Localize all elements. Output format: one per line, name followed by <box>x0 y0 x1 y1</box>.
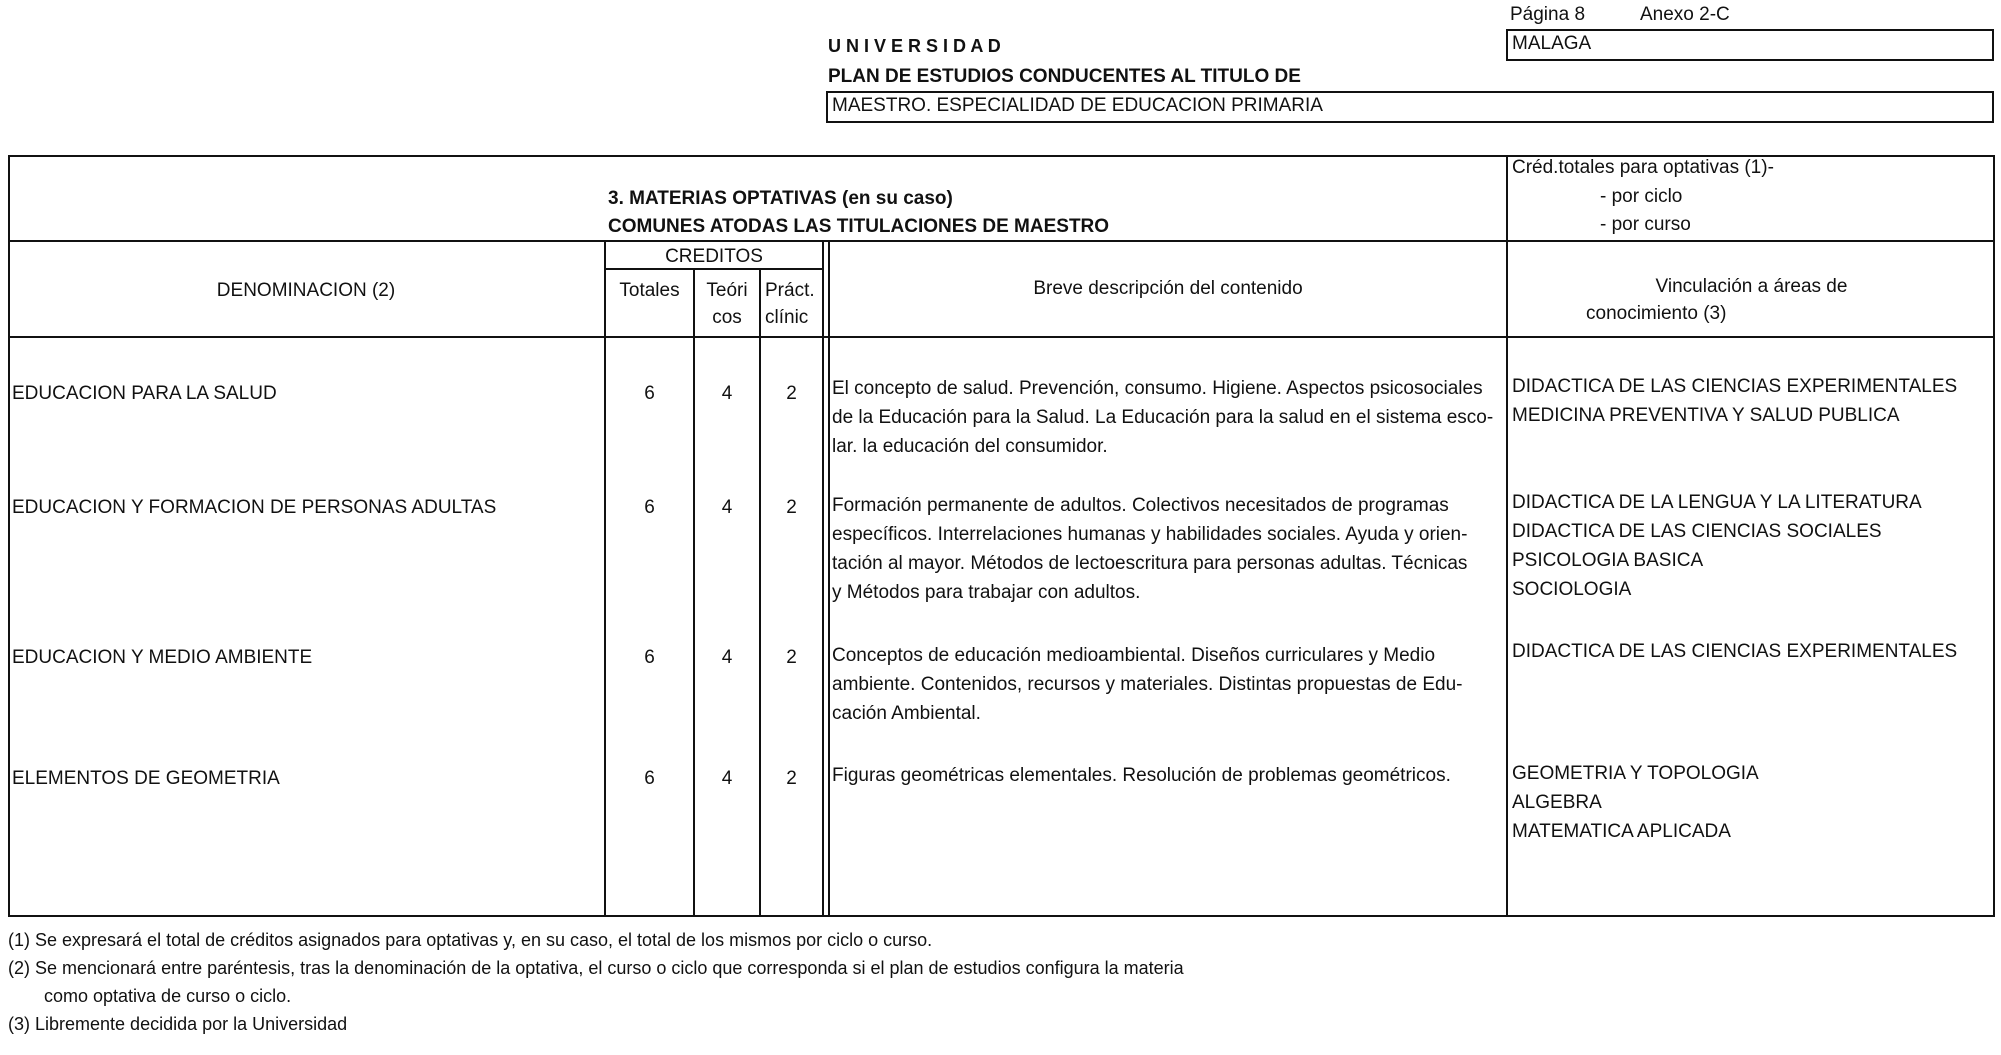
table-divider <box>828 240 830 917</box>
footnote-2: (2) Se mencionará entre paréntesis, tras la denominación de la optativa, el curso o ciclo que corresponda si el plan de estudios configura la materia <box>8 958 1184 978</box>
university-field <box>1506 29 1994 61</box>
credits-totales: 6 <box>644 383 655 404</box>
col-header-descripcion: Breve descripción del contenido <box>1033 278 1303 299</box>
credits-info-curso: - por curso <box>1600 214 1691 235</box>
page-number: Página 8 <box>1510 4 1586 25</box>
credits-totales: 6 <box>644 647 655 668</box>
credits-practicos: 2 <box>786 768 797 789</box>
footnote-1: (1) Se expresará el total de créditos asignados para optativas y, en su caso, el total de los mismos por ciclo o curso. <box>8 930 933 950</box>
credits-totales: 6 <box>644 768 655 789</box>
table-divider <box>8 336 1995 338</box>
annex-label: Anexo 2-C <box>1640 4 1730 25</box>
col-header-practicos-2: clínic <box>765 307 809 328</box>
credits-practicos: 2 <box>786 383 797 404</box>
col-header-vinculacion: Vinculación a áreas de <box>1655 276 1848 297</box>
table-divider <box>604 268 824 270</box>
subject-name: EDUCACION Y MEDIO AMBIENTE <box>12 647 313 668</box>
credits-teoricos: 4 <box>721 768 733 789</box>
table-divider <box>604 240 606 917</box>
subject-description: Conceptos de educación medioambiental. Diseños curriculares y Medio ambiente. Contenidos, recursos y materiales. Distintas propuestas de Edu- cación Ambiental. <box>832 645 1463 724</box>
table-divider <box>759 268 761 917</box>
subject-description: El concepto de salud. Prevención, consumo. Higiene. Aspectos psicosociales de la Educación para la Salud. La Educación para la salud en el sistema esco- lar. la educación del consumidor. <box>832 378 1494 457</box>
credits-teoricos: 4 <box>721 383 733 404</box>
credits-teoricos: 4 <box>721 497 733 518</box>
table-divider <box>8 240 1995 242</box>
credits-practicos: 2 <box>786 497 797 518</box>
col-header-creditos: CREDITOS <box>665 246 763 267</box>
table-title: 3. MATERIAS OPTATIVAS (en su caso) <box>608 188 953 209</box>
col-header-teoricos: Teóri <box>706 280 748 301</box>
subject-name: EDUCACION PARA LA SALUD <box>12 383 277 404</box>
col-header-practicos: Práct. <box>765 280 815 301</box>
credits-teoricos: 4 <box>721 647 733 668</box>
subject-name: ELEMENTOS DE GEOMETRIA <box>12 768 280 789</box>
col-header-teoricos-2: cos <box>712 307 742 328</box>
credits-info-ciclo: - por ciclo <box>1600 186 1683 207</box>
subject-name: EDUCACION Y FORMACION DE PERSONAS ADULTAS <box>12 497 497 518</box>
col-header-vinculacion-2: conocimiento (3) <box>1586 303 1727 324</box>
subject-description: Figuras geométricas elementales. Resolución de problemas geométricos. <box>832 765 1451 786</box>
footnote-3: (3) Libremente decidida por la Universidad <box>8 1014 348 1034</box>
col-header-denominacion: DENOMINACION (2) <box>216 280 396 301</box>
credits-info-total: Créd.totales para optativas (1)- <box>1512 157 1774 178</box>
credits-totales: 6 <box>644 497 655 518</box>
plan-value: MAESTRO. ESPECIALIDAD DE EDUCACION PRIMARIA <box>832 95 1323 116</box>
credits-practicos: 2 <box>786 647 797 668</box>
knowledge-areas: DIDACTICA DE LAS CIENCIAS EXPERIMENTALES MEDICINA PREVENTIVA Y SALUD PUBLICA <box>1512 376 1958 426</box>
knowledge-areas: DIDACTICA DE LA LENGUA Y LA LITERATURA DIDACTICA DE LAS CIENCIAS SOCIALES PSICOLOGIA BASICA SOCIOLOGIA <box>1512 492 1922 600</box>
university-label: U N I V E R S I D A D <box>828 36 1001 56</box>
university-value: MALAGA <box>1512 33 1592 54</box>
subject-description: Formación permanente de adultos. Colectivos necesitados de programas específicos. Interrelaciones humanas y habilidades sociales. Ayuda y orien- tación al mayor. Métodos de lectoescritura para personas adultas. Técnicas y Métodos para trabajar con adultos. <box>832 495 1468 603</box>
col-header-totales: Totales <box>619 280 680 301</box>
table-divider <box>822 240 824 917</box>
table-subtitle: COMUNES ATODAS LAS TITULACIONES DE MAESTRO <box>608 216 1110 237</box>
plan-field <box>826 91 1994 123</box>
knowledge-areas: GEOMETRIA Y TOPOLOGIA ALGEBRA MATEMATICA APLICADA <box>1512 763 1759 842</box>
table-divider <box>1506 155 1508 917</box>
table-divider <box>693 268 695 917</box>
knowledge-areas: DIDACTICA DE LAS CIENCIAS EXPERIMENTALES <box>1512 641 1958 662</box>
footnote-2-cont: como optativa de curso o ciclo. <box>44 986 292 1006</box>
plan-label: PLAN DE ESTUDIOS CONDUCENTES AL TITULO DE <box>828 66 1301 87</box>
